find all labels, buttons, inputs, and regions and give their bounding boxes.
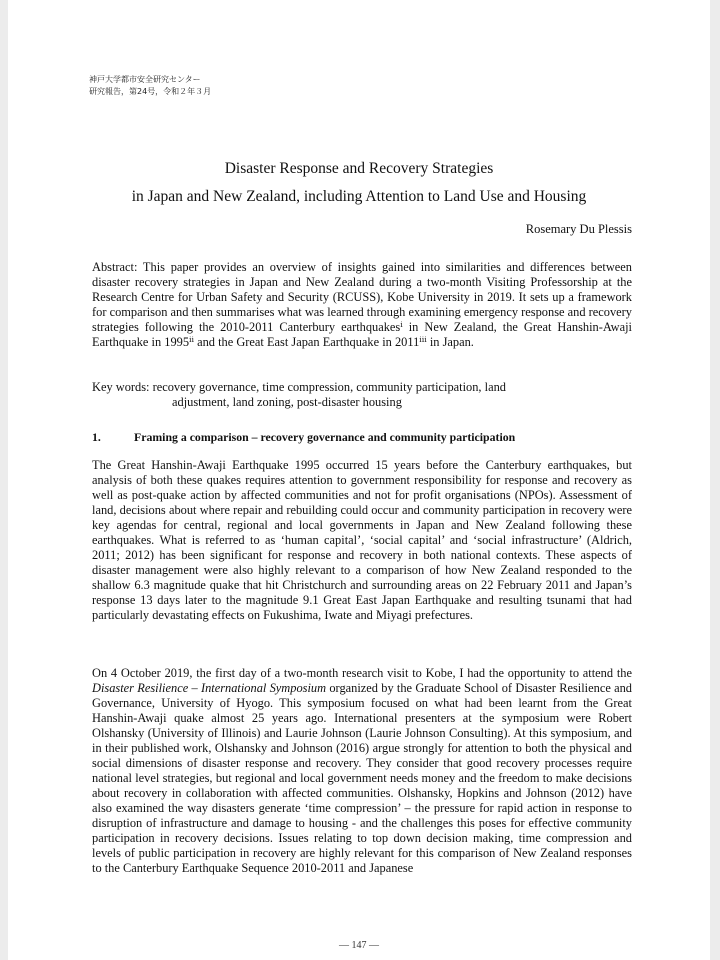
body-paragraph-2-lead: On 4 October 2019, the first day of a two-month research visit to Kobe, I had the opportunity [92, 666, 566, 680]
journal-header-line2: 研究報告，第24号，令和２年３月 [89, 87, 212, 96]
keywords-label: Key words: [92, 380, 150, 394]
journal-header-line1: 神戸大学都市安全研究センター [89, 75, 201, 84]
paper-title-line1: Disaster Response and Recovery Strategies [224, 160, 494, 177]
keywords [92, 380, 632, 410]
body-paragraph-2 [92, 666, 632, 876]
section-number: 1. [92, 430, 101, 444]
section-title: Framing a comparison – recovery governance and community participation [134, 430, 516, 444]
section-heading [92, 430, 515, 445]
document-page [8, 0, 710, 960]
body-paragraph-2-pre: to attend the [569, 666, 632, 680]
body-paragraph-2-rest: organized by the Graduate School of Disaster Resilience and Governance, University of Hyogo. This symposium focused on what had been learnt from the Great Hanshin-Awaji quake almost 25 years ago. International presenters at the symposium were Robert Olshansky (University of Illinois) and Laurie Johnson (Laurie Johnson Consulting). At this symposium, and in their published work, Olshansky and Johnson (2016) argue strongly for attention to both the physical and social dimensions of disaster response and recovery. They consider that good recovery processes require national level strategies, but regional and local government needs money and the freedom to make decisions about recovery in collaboration with affected communities. Olshansky, Hopkins and Johnson (2012) have also examined the way disasters generate ‘time compression’ – the pressure for rapid action in response to disruption of infrastructure and damage to housing - and the challenges this poses for effective community participation in recovery decisions. Issues relating to top down decision making, time compression and levels of public participation in recovery are highly relevant for this comparison of New Zealand responses to the Canterbury Earthquake Sequence 2010-2011 and Japanese [92, 681, 632, 875]
symposium-title: Disaster Resilience – International Symposium [92, 681, 327, 695]
body-paragraph-1: The Great Hanshin-Awaji Earthquake 1995 occurred 15 years before the Canterbury earthquakes, but analysis of both these quakes requires attention to government responsibility for response and recovery as well as post-quake action by affected communities and not for profit organisations (NPOs). Assessment of land, decisions about where repair and rebuilding could occur and community participation in recovery were key agendas for central, regional and local governments in Japan and New Zealand following these earthquakes. What is referred to as ‘human capital’, ‘social capital’ and ‘social infrastructure’ (Aldrich, 2011; 2012) has been significant for response and recovery in both national contexts. These aspects of disaster management were also highly relevant to a comparison of how New Zealand responded to the shallow 6.3 magnitude quake that hit Christchurch and surrounding areas on 22 February 2011 and Japan’s response 13 days later to the magnitude 9.1 Great East Japan Earthquake and resulting tsunami that had particularly devastating effects on Fukushima, Iwate and Miyagi prefectures. [92, 458, 632, 622]
keywords-continuation: adjustment, land zoning, post-disaster housing [172, 395, 402, 409]
author-name: Rosemary Du Plessis [525, 222, 632, 236]
page-number: — 147 — [339, 940, 379, 951]
keywords-text: recovery governance, time compression, community participation, land [152, 380, 506, 394]
paper-title-line2: in Japan and New Zealand, including Attention to Land Use and Housing [131, 188, 587, 205]
journal-header [89, 74, 211, 98]
abstract: Abstract: This paper provides an overview of insights gained into similarities and differences between disaster recovery strategies in Japan and New Zealand during a two-month Visiting Professorship at the Research Centre for Urban Safety and Security (RCUSS), Kobe University in 2019. It sets up a framework for comparison and then summarises what was learned through examining emergency response and recovery strategies following the 2010-2011 Canterbury earthquakesⁱ in New Zealand, the Great Hanshin-Awaji Earthquake in 1995ⁱⁱ and the Great East Japan Earthquake in 2011ⁱⁱⁱ in Japan. [92, 260, 632, 349]
